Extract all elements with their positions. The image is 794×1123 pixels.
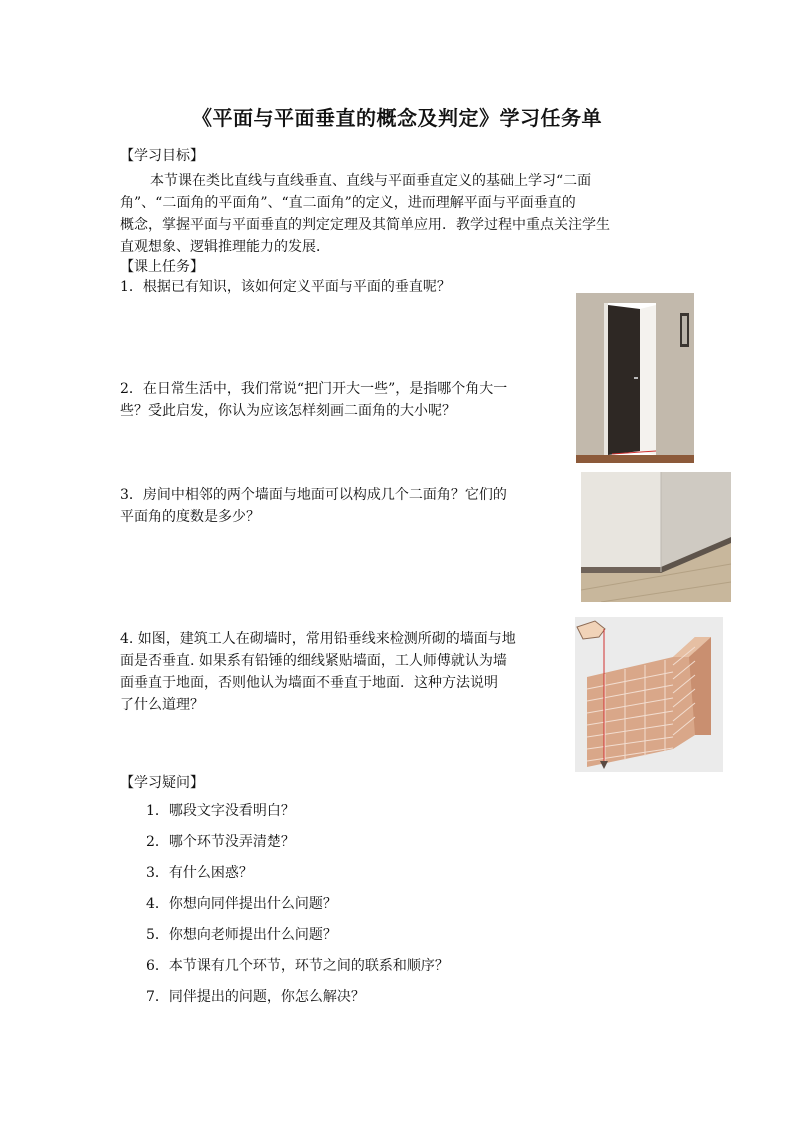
room-corner-image (581, 472, 731, 602)
brick-wall-image (575, 617, 723, 772)
task-q1: 1．根据已有知识，该如何定义平面与平面的垂直呢？ (120, 279, 451, 295)
task-q4-line-2: 面是否垂直. 如果系有铅锤的细线紧贴墙面，工人师傅就认为墙 (120, 653, 507, 669)
question-item-1: 1．哪段文字没看明白？ (146, 803, 295, 819)
question-item-3: 3．有什么困惑？ (146, 865, 253, 881)
questions-heading: 【学习疑问】 (120, 775, 204, 791)
task-q4-line-3: 面垂直于地面，否则他认为墙面不垂直于地面．这种方法说明 (120, 675, 498, 691)
task-q4-line-4: 了什么道理？ (120, 697, 204, 713)
task-q3-line-2: 平面角的度数是多少？ (120, 509, 260, 525)
goals-line-3: 概念，掌握平面与平面垂直的判定定理及其简单应用．教学过程中重点关注学生 (120, 217, 610, 233)
question-item-5: 5．你想向老师提出什么问题？ (146, 927, 337, 943)
question-item-6: 6．本节课有几个环节，环节之间的联系和顺序？ (146, 958, 449, 974)
task-q3-line-1: 3．房间中相邻的两个墙面与地面可以构成几个二面角？它们的 (120, 487, 507, 503)
goals-line-2: 角”、“二面角的平面角”、“直二面角”的定义，进而理解平面与平面垂直的 (120, 195, 576, 211)
task-q4-line-1: 4. 如图，建筑工人在砌墙时，常用铅垂线来检测所砌的墙面与地 (120, 631, 516, 647)
door-image (576, 293, 694, 463)
question-item-7: 7．同伴提出的问题，你怎么解决？ (146, 989, 365, 1005)
tasks-heading: 【课上任务】 (120, 259, 204, 275)
task-q2-line-1: 2．在日常生活中，我们常说“把门开大一些”，是指哪个角大一 (120, 381, 508, 397)
goals-heading: 【学习目标】 (120, 148, 204, 164)
question-item-2: 2．哪个环节没弄清楚？ (146, 834, 295, 850)
page-title: 《平面与平面垂直的概念及判定》学习任务单 (192, 106, 602, 130)
question-item-4: 4．你想向同伴提出什么问题？ (146, 896, 337, 912)
goals-line-1: 本节课在类比直线与直线垂直、直线与平面垂直定义的基础上学习“二面 (150, 173, 592, 189)
task-q2-line-2: 些？受此启发，你认为应该怎样刻画二面角的大小呢？ (120, 403, 456, 419)
goals-line-4: 直观想象、逻辑推理能力的发展． (120, 239, 330, 255)
